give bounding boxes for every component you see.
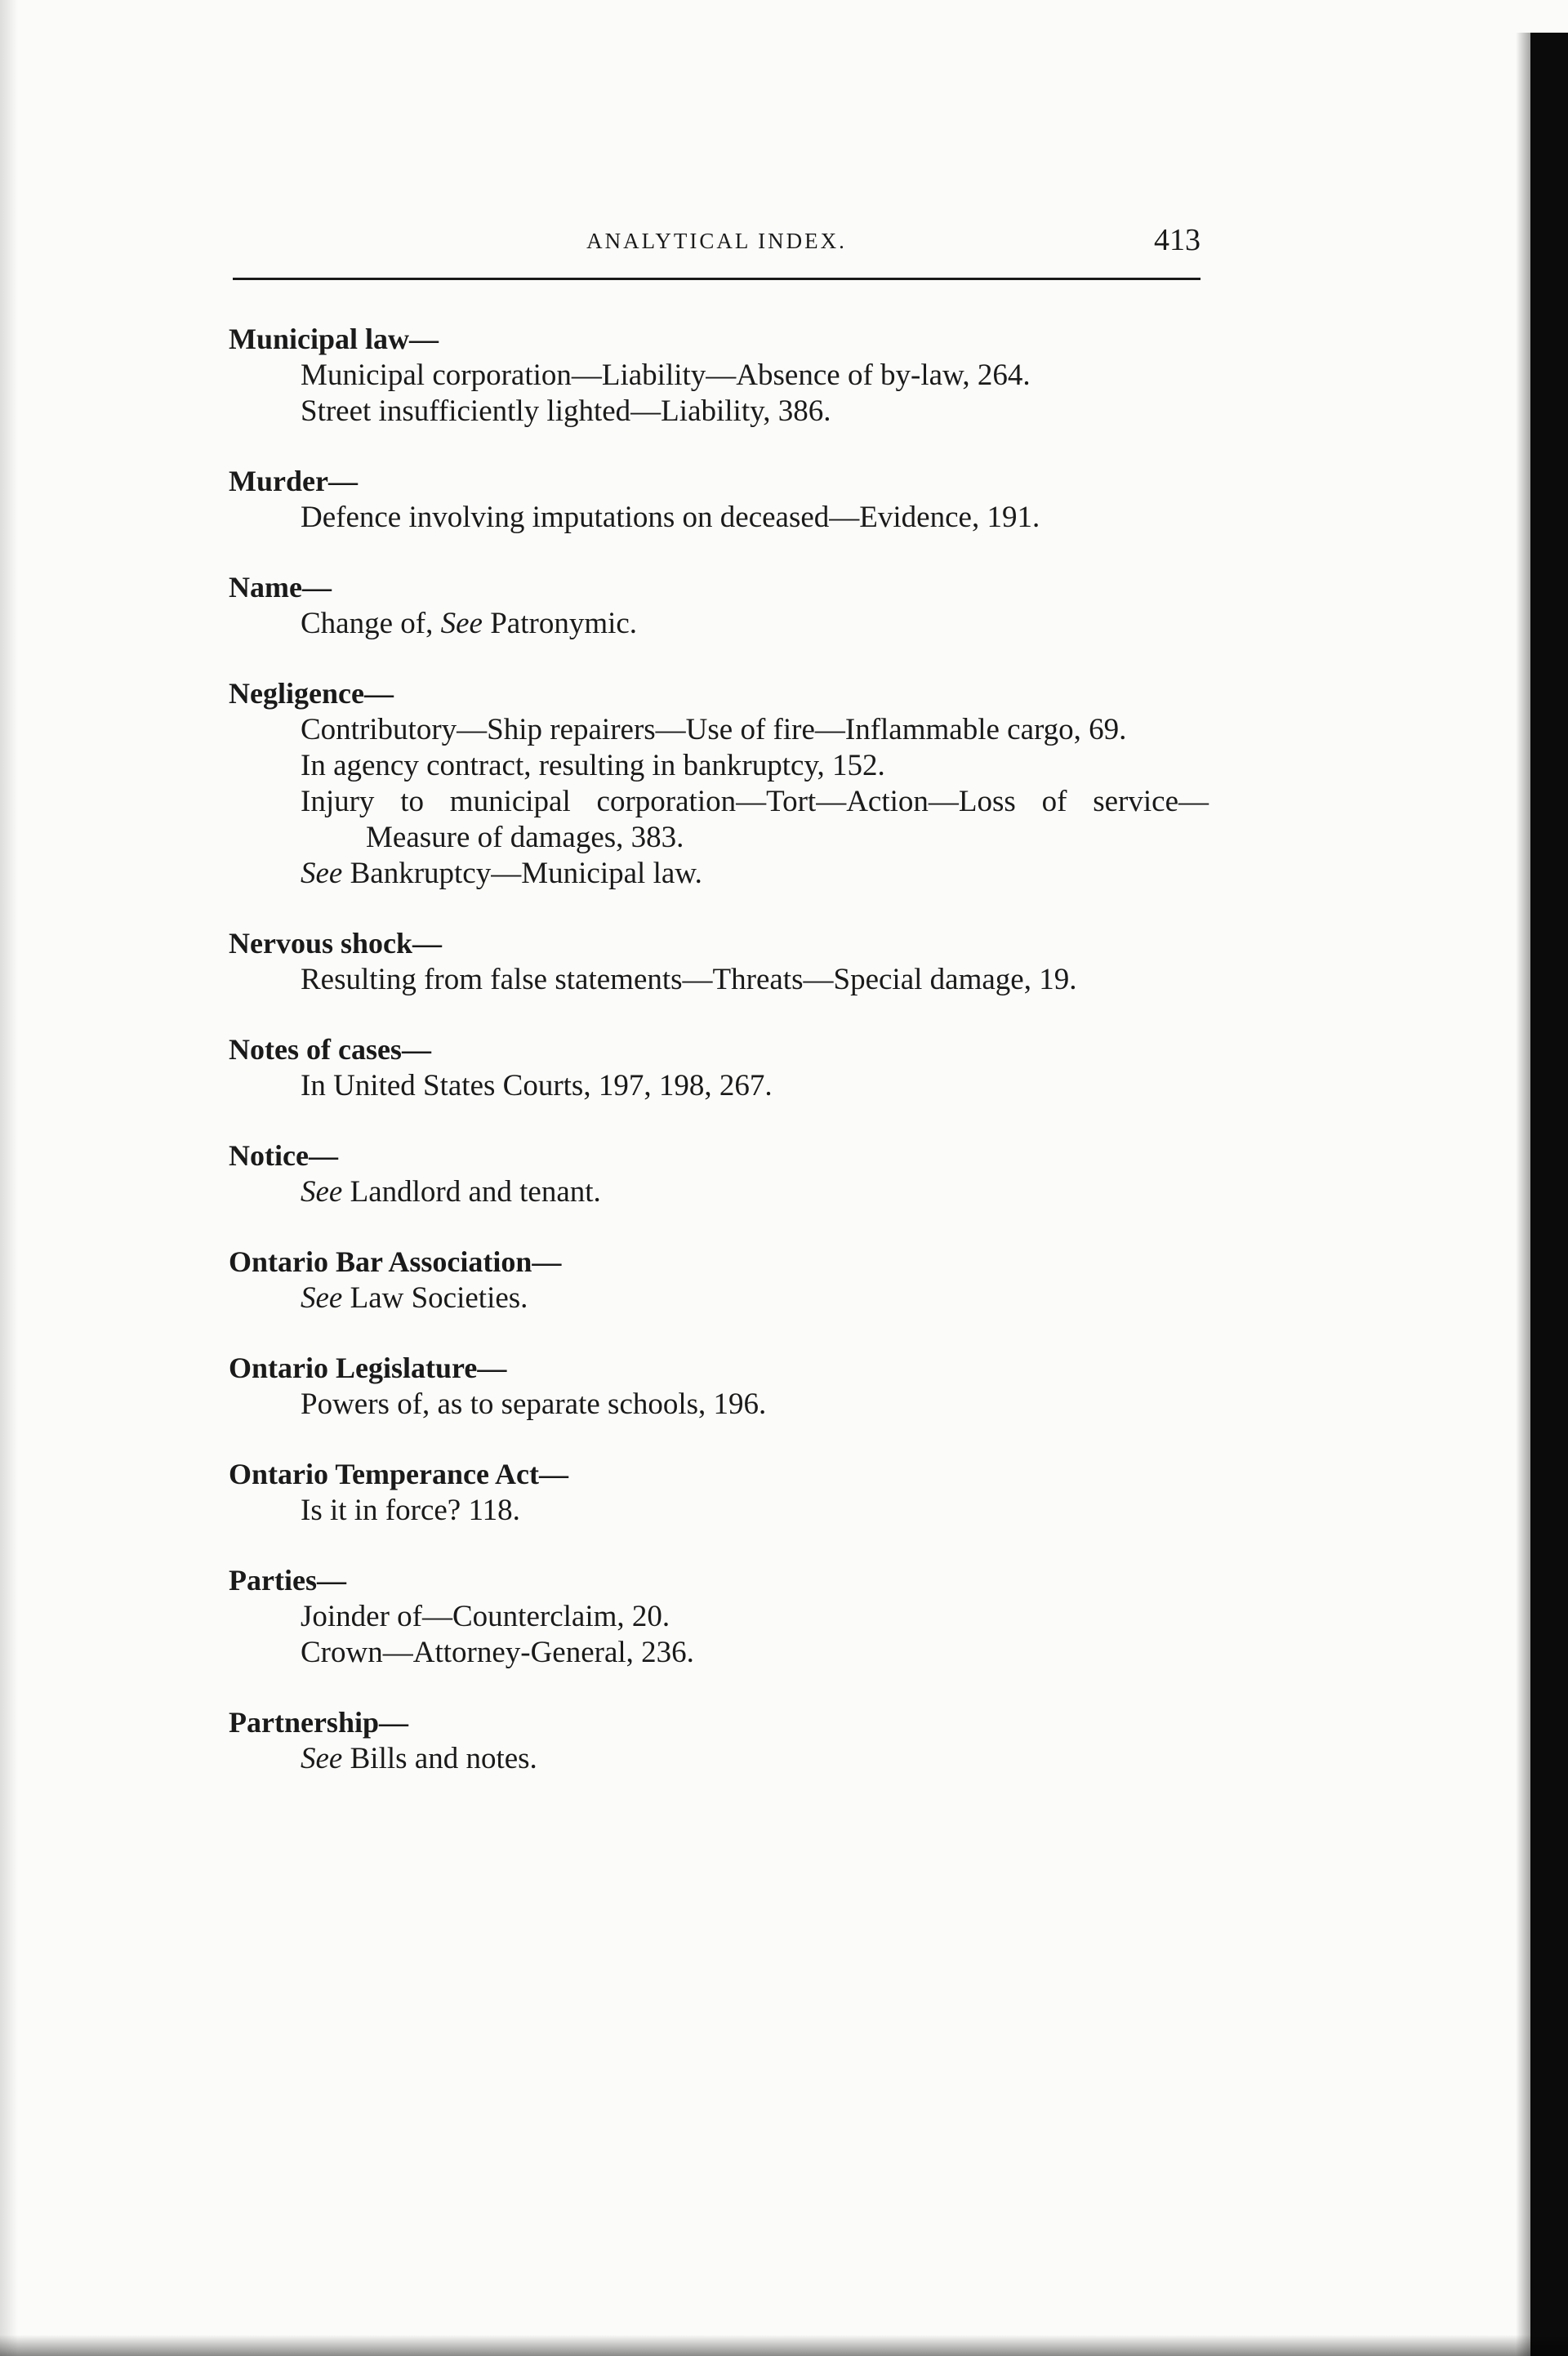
subentry-text: Law Societies. [350,1281,528,1315]
running-head [233,220,1200,269]
index-subentry [301,962,1209,998]
cross-reference-see: See [440,607,483,640]
index-heading: Nervous shock— [229,927,443,960]
subentry-text: Landlord and tenant. [350,1175,601,1209]
subentry-text: In United States Courts, 197, 198, 267. [301,1069,773,1102]
index-entry [229,1349,1209,1423]
page-left-edge-shadow [0,0,18,2356]
index-subentry [301,856,1209,892]
subentry-text: Bankruptcy—Municipal law. [350,857,702,890]
subentry-text: Injury to municipal corporation—Tort—Action—Loss of service—Measure of damages, 383. [301,785,1209,854]
subentry-text: Resulting from false statements—Threats—Special damage, 19. [301,963,1077,996]
index-subentry [301,500,1209,536]
page-number: 413 [1154,223,1200,257]
subentry-text: In agency contract, resulting in bankruptcy, 152. [301,749,885,782]
index-subentry [301,748,1209,784]
index-entry [229,568,1209,642]
index-subentry [301,358,1209,394]
index-entry [229,675,1209,892]
index-entry [229,1137,1209,1210]
index-heading: Ontario Legislature— [229,1352,507,1384]
book-binding-edge [1530,33,1568,2356]
index-subentry [301,1174,1209,1210]
index-entry [229,1243,1209,1316]
index-subentry [301,606,1209,642]
index-subentry [301,1635,1209,1671]
index-entry [229,1455,1209,1529]
index-subentry [301,1068,1209,1104]
subentry-text: Change of, See Patronymic. [301,607,638,640]
index-heading: Notes of cases— [229,1033,431,1066]
index-heading: Ontario Bar Association— [229,1245,562,1278]
index-heading: Ontario Temperance Act— [229,1458,568,1490]
index-subentry [301,1280,1209,1316]
index-entry [229,1704,1209,1777]
index-subentry [301,1599,1209,1635]
index-subentry [301,1493,1209,1529]
subentry-text: Municipal corporation—Liability—Absence of by-law, 264. [301,359,1031,392]
subentry-text: Street insufficiently lighted—Liability, 386. [301,394,831,428]
cross-reference-see: See [301,857,343,890]
index-entry [229,1031,1209,1104]
index-heading: Notice— [229,1139,338,1172]
binding-shadow [1516,33,1530,2356]
header-rule [233,278,1200,280]
page-bottom-edge-shadow [0,2335,1568,2356]
cross-reference-see: See [301,1281,343,1315]
index-heading: Name— [229,571,332,603]
index-entry [229,1561,1209,1671]
index-heading: Negligence— [229,677,394,710]
running-title: ANALYTICAL INDEX. [586,229,847,253]
index-heading: Partnership— [229,1706,408,1739]
index-heading: Parties— [229,1564,346,1597]
subentry-text: Contributory—Ship repairers—Use of fire—Inflammable cargo, 69. [301,713,1127,746]
index-heading: Municipal law— [229,323,439,355]
subentry-text: Crown—Attorney-General, 236. [301,1636,694,1669]
subentry-text: Defence involving imputations on deceased—Evidence, 191. [301,501,1040,534]
subentry-text: Joinder of—Counterclaim, 20. [301,1600,670,1633]
index-subentry [301,394,1209,430]
subentry-text: Powers of, as to separate schools, 196. [301,1387,767,1421]
index-entry [229,462,1209,536]
index-heading: Murder— [229,465,358,497]
subentry-text: Bills and notes. [350,1742,537,1775]
cross-reference-see: See [301,1742,343,1775]
index-subentry [301,712,1209,748]
index-entries [229,320,1209,1810]
index-subentry [301,1387,1209,1423]
index-entry [229,320,1209,430]
index-subentry [301,784,1209,856]
index-entry [229,924,1209,998]
index-subentry [301,1741,1209,1777]
cross-reference-see: See [301,1175,343,1209]
subentry-text: Is it in force? 118. [301,1494,520,1527]
